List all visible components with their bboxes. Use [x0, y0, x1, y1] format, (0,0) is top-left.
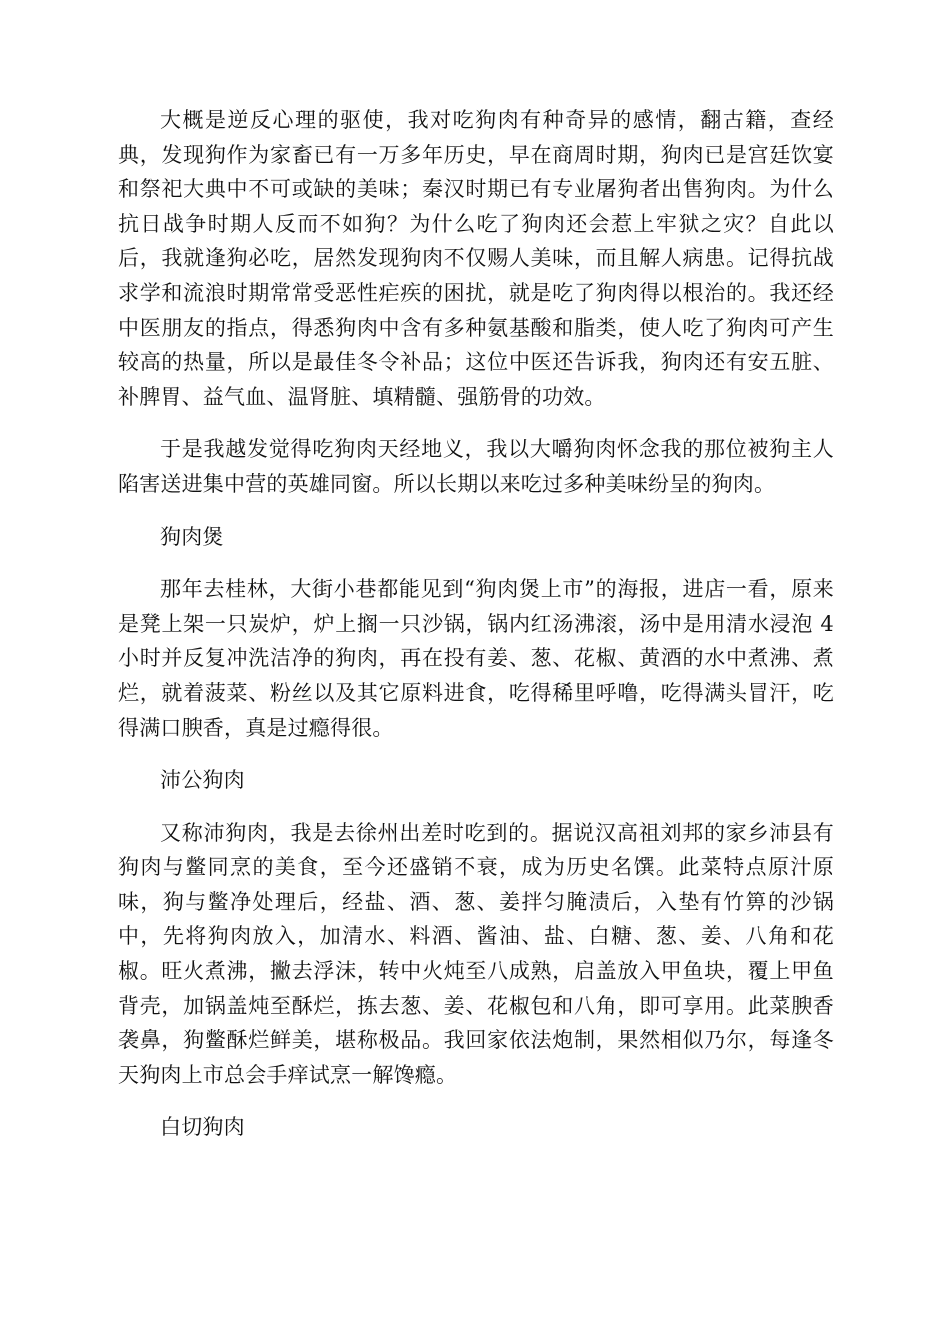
section-heading-boiled-dog-meat: 白切狗肉 — [160, 1115, 245, 1140]
article-body — [118, 103, 834, 1163]
paragraph-peigong-dog-meat: 又称沛狗肉，我是去徐州出差时吃到的。据说汉高祖刘邦的家乡沛县有狗肉与鳖同烹的美食，至今还盛销不衰，成为历史名馔。此菜特点原汁原味，狗与鳖净处理后，经盐、酒、葱、姜拌匀腌渍后，入垫有竹箅的沙锅中，先将狗肉放入，加清水、料酒、酱油、盐、白糖、葱、姜、八角和花椒。旺火煮沸，撇去浮沫，转中火炖至八成熟，启盖放入甲鱼块，覆上甲鱼背壳，加锅盖炖至酥烂，拣去葱、姜、花椒包和八角，即可享用。此菜腴香袭鼻，狗鳖酥烂鲜美，堪称极品。我回家依法炮制，果然相似乃尔，每逢冬天狗肉上市总会手痒试烹一解馋瘾。 — [118, 820, 834, 1087]
paragraph-intro: 大概是逆反心理的驱使，我对吃狗肉有种奇异的感情，翻古籍，查经典，发现狗作为家畜已有一万多年历史，早在商周时期，狗肉已是宫廷饮宴和祭祀大典中不可或缺的美味；秦汉时期已有专业屠狗者出售狗肉。为什么抗日战争时期人反而不如狗？为什么吃了狗肉还会惹上牢狱之灾？自此以后，我就逢狗必吃，居然发现狗肉不仅赐人美味，而且解人病患。记得抗战求学和流浪时期常常受恶性疟疾的困扰，就是吃了狗肉得以根治的。我还经中医朋友的指点，得悉狗肉中含有多种氨基酸和脂类，使人吃了狗肉可产生较高的热量，所以是最佳冬令补品；这位中医还告诉我，狗肉还有安五脏、补脾胃、益气血、温肾脏、填精髓、强筋骨的功效。 — [118, 108, 834, 409]
paragraph-dog-meat-pot: 那年去桂林，大街小巷都能见到“狗肉煲上市”的海报，进店一看，原来是凳上架一只炭炉，炉上搁一只沙锅，锅内红汤沸滚，汤中是用清水浸泡 4 小时并反复冲洗洁净的狗肉，再在投有姜、葱、花椒、黄酒的水中煮沸、煮烂，就着菠菜、粉丝以及其它原料进食，吃得稀里呼噜，吃得满头冒汗，吃得满口腴香，真是过瘾得很。 — [118, 577, 834, 740]
section-heading-dog-meat-pot: 狗肉煲 — [160, 524, 224, 549]
section-heading-peigong-dog-meat: 沛公狗肉 — [160, 768, 245, 793]
paragraph-reflection: 于是我越发觉得吃狗肉天经地义，我以大嚼狗肉怀念我的那位被狗主人陷害送进集中营的英雄同窗。所以长期以来吃过多种美味纷呈的狗肉。 — [118, 437, 834, 496]
